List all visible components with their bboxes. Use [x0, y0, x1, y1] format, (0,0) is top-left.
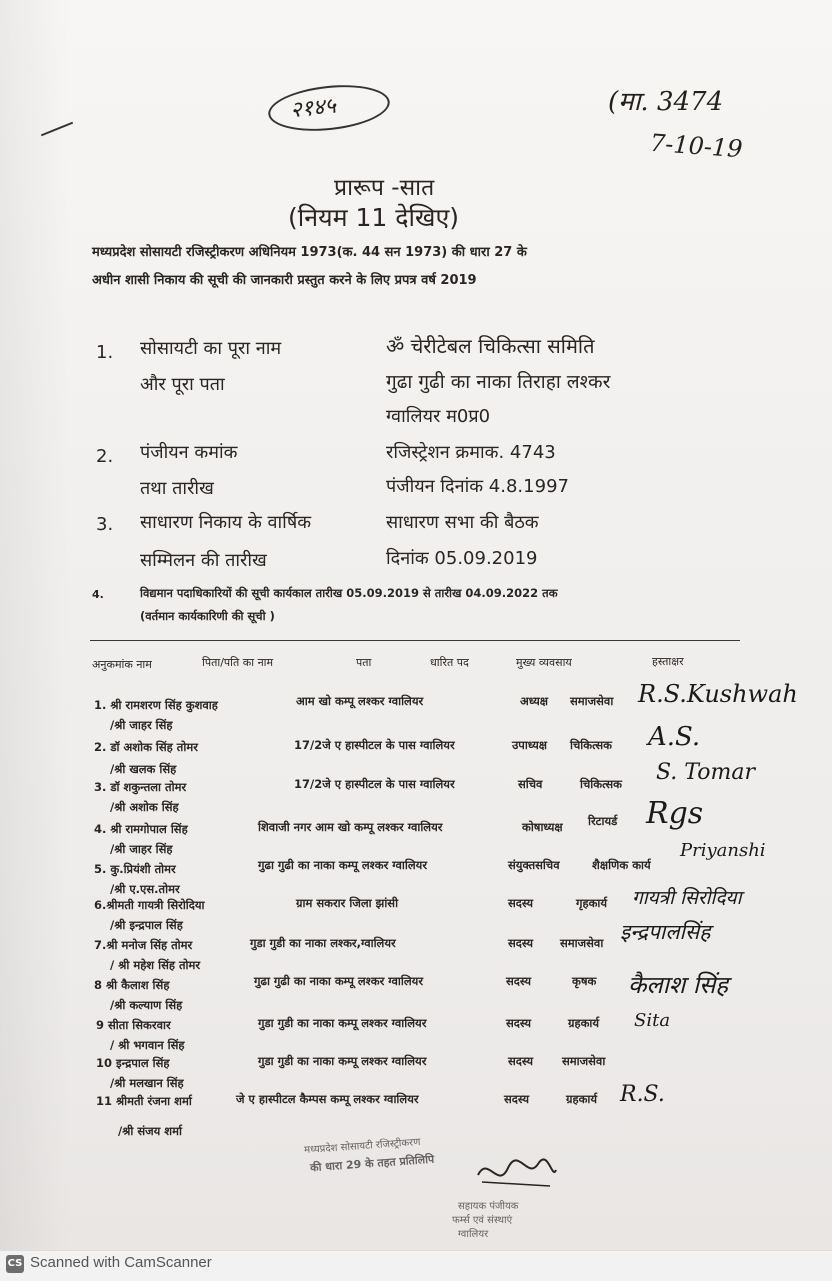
- member-occupation: समाजसेवा: [570, 694, 614, 708]
- officer-signature: [470, 1150, 560, 1195]
- member-occupation: समाजसेवा: [562, 1054, 606, 1068]
- member-father: /श्री संजय शर्मा: [118, 1124, 182, 1138]
- item-number: 3.: [96, 514, 114, 535]
- member-father: /श्री ए.एस.तोमर: [110, 882, 180, 896]
- member-occupation: शैक्षणिक कार्य: [592, 858, 651, 872]
- officer-designation: ग्वालियर: [458, 1229, 489, 1240]
- member-signature: कैलाश सिंह: [628, 971, 729, 999]
- member-name: 11 श्रीमती रंजना शर्मा: [96, 1094, 192, 1108]
- header-name: अनुकमांक नाम: [92, 658, 152, 671]
- member-post: सदस्य: [508, 1054, 534, 1068]
- inward-number: (मा. 3474: [608, 87, 724, 117]
- meeting-title: साधारण सभा की बैठक: [386, 512, 539, 533]
- form-title: प्रारूप -सात: [334, 175, 435, 201]
- member-post: सदस्य: [506, 974, 532, 988]
- society-address: गुढा गुढी का नाका तिराहा लश्कर: [386, 371, 611, 393]
- member-signature: गायत्री सिरोदिया: [632, 887, 742, 909]
- member-name: 4. श्री रामगोपाल सिंह: [94, 822, 188, 836]
- item-label: सोसायटी का पूरा नाम: [140, 338, 282, 359]
- member-address: 17/2जे ए हास्पीटल के पास ग्वालियर: [294, 777, 455, 791]
- header-signature: हस्ताक्षर: [652, 655, 684, 668]
- camscanner-icon: CS: [6, 1255, 24, 1273]
- intro-line-1: मध्यप्रदेश सोसायटी रजिस्ट्रीकरण अधिनियम 1973(क. 44 सन 1973) की धारा 27 के: [92, 245, 527, 260]
- member-address: गुढा गुढी का नाका कम्पू लश्कर ग्वालियर: [254, 974, 424, 988]
- member-name: 3. डॉ शकुन्तला तोमर: [94, 780, 187, 794]
- member-post: सदस्य: [506, 1016, 532, 1030]
- society-address: ग्वालियर म0प्र0: [386, 406, 491, 427]
- member-post: संयुक्तसचिव: [508, 858, 560, 872]
- inward-date: 7-10-19: [649, 128, 744, 164]
- member-name: 10 इन्द्रपाल सिंह: [96, 1056, 170, 1070]
- registration-date: पंजीयन दिनांक 4.8.1997: [386, 476, 569, 497]
- page-shadow: [0, 0, 70, 1250]
- member-signature: Sita: [634, 1010, 671, 1031]
- member-address: गुडा गुडी का नाका कम्पू लश्कर ग्वालियर: [258, 1054, 427, 1068]
- stamp-line: मध्यप्रदेश सोसायटी रजिस्ट्रीकरण: [303, 1136, 421, 1157]
- reference-number: २१४५: [288, 93, 338, 124]
- member-name: 9 सीता सिकरवार: [96, 1018, 171, 1032]
- member-father: /श्री मलखान सिंह: [110, 1076, 184, 1090]
- officer-designation: फर्म्स एवं संस्थाएं: [452, 1215, 513, 1226]
- stamp-line: की धारा 29 के तहत प्रतिलिपि: [309, 1152, 435, 1175]
- member-post: सदस्य: [508, 936, 534, 950]
- member-signature: S. Tomar: [656, 760, 755, 785]
- item-number: 2.: [96, 446, 114, 467]
- member-address: आम खो कम्पू लश्कर ग्वालियर: [296, 694, 424, 708]
- member-signature: इन्द्रपालसिंह: [620, 920, 711, 944]
- member-address: गुढा गुढी का नाका कम्पू लश्कर ग्वालियर: [258, 858, 428, 872]
- member-address: गुडा गुडी का नाका कम्पू लश्कर ग्वालियर: [258, 1016, 427, 1030]
- member-father: / श्री भगवान सिंह: [110, 1038, 185, 1052]
- member-occupation: ग्रहकार्य: [566, 1092, 598, 1106]
- member-name: 8 श्री कैलाश सिंह: [94, 978, 170, 992]
- member-signature: R.S.Kushwah: [638, 680, 798, 708]
- member-address: जे ए हास्पीटल कैम्पस कम्पू लश्कर ग्वालियर: [236, 1092, 419, 1106]
- member-signature: Rgs: [646, 796, 704, 831]
- item-label: सम्मिलन की तारीख: [140, 550, 267, 571]
- item-number: 1.: [96, 342, 114, 363]
- member-father: /श्री जाहर सिंह: [110, 718, 173, 732]
- member-post: सचिव: [518, 777, 543, 791]
- member-name: 6.श्रीमती गायत्री सिरोदिया: [94, 898, 205, 912]
- member-occupation: समाजसेवा: [560, 936, 604, 950]
- header-address: पता: [356, 656, 372, 669]
- header-father: पिता/पति का नाम: [202, 656, 274, 669]
- member-occupation: रिटायर्ड: [588, 814, 618, 828]
- item-label: और पूरा पता: [140, 374, 225, 395]
- member-name: 2. डॉ अशोक सिंह तोमर: [94, 740, 198, 754]
- item-label: साधारण निकाय के वार्षिक: [140, 512, 312, 533]
- member-father: /श्री अशोक सिंह: [110, 800, 179, 814]
- header-post: धारित पद: [430, 656, 469, 669]
- member-signature: R.S.: [620, 1082, 665, 1107]
- member-occupation: चिकित्सक: [580, 777, 622, 791]
- form-rule-reference: (नियम 11 देखिए): [288, 203, 460, 232]
- member-address: गुडा गुडी का नाका लश्कर,ग्वालियर: [250, 936, 396, 950]
- member-signature: A.S.: [648, 722, 701, 752]
- registration-number: रजिस्ट्रेशन क्रमाक. 4743: [386, 442, 556, 463]
- member-post: सदस्य: [508, 896, 534, 910]
- member-address: ग्राम सकरार जिला झांसी: [296, 896, 399, 910]
- item-label: तथा तारीख: [140, 478, 214, 499]
- scanner-watermark: Scanned with CamScanner: [30, 1254, 212, 1271]
- member-post: सदस्य: [504, 1092, 530, 1106]
- member-occupation: ग्रहकार्य: [568, 1016, 600, 1030]
- member-address: 17/2जे ए हास्पीटल के पास ग्वालियर: [294, 738, 455, 752]
- society-name: ॐ चेरीटेबल चिकित्सा समिति: [386, 334, 595, 358]
- member-father: /श्री खलक सिंह: [110, 762, 177, 776]
- office-bearers-heading: विद्यमान पदाधिकारियों की सूची कार्यकाल तारीख 05.09.2019 से तारीख 04.09.2022 तक: [140, 586, 558, 600]
- office-bearers-subheading: (वर्तमान कार्यकारिणी की सूची ): [140, 609, 275, 623]
- member-address: शिवाजी नगर आम खो कम्पू लश्कर ग्वालियर: [258, 820, 443, 834]
- member-father: /श्री जाहर सिंह: [110, 842, 173, 856]
- header-occupation: मुख्य व्यवसाय: [516, 656, 572, 669]
- member-post: अध्यक्ष: [520, 694, 549, 708]
- officer-designation: सहायक पंजीयक: [458, 1201, 519, 1212]
- divider: [90, 640, 740, 641]
- member-name: 5. कु.प्रियंशी तोमर: [94, 862, 176, 876]
- meeting-date: दिनांक 05.09.2019: [386, 548, 538, 569]
- item-label: पंजीयन कमांक: [140, 442, 238, 463]
- member-occupation: चिकित्सक: [570, 738, 612, 752]
- member-signature: Priyanshi: [680, 840, 766, 861]
- intro-line-2: अधीन शासी निकाय की सूची की जानकारी प्रस्तुत करने के लिए प्रपत्र वर्ष 2019: [92, 273, 477, 288]
- member-post: उपाध्यक्ष: [512, 738, 548, 752]
- member-father: / श्री महेश सिंह तोमर: [110, 958, 201, 972]
- member-father: /श्री कल्याण सिंह: [110, 998, 183, 1012]
- member-occupation: गृहकार्य: [576, 896, 608, 910]
- member-father: /श्री इन्द्रपाल सिंह: [110, 918, 183, 932]
- member-name: 7.श्री मनोज सिंह तोमर: [94, 938, 193, 952]
- item-number: 4.: [92, 588, 104, 601]
- member-occupation: कृषक: [572, 974, 597, 988]
- member-name: 1. श्री रामशरण सिंह कुशवाह: [94, 698, 218, 712]
- member-post: कोषाध्यक्ष: [522, 820, 563, 834]
